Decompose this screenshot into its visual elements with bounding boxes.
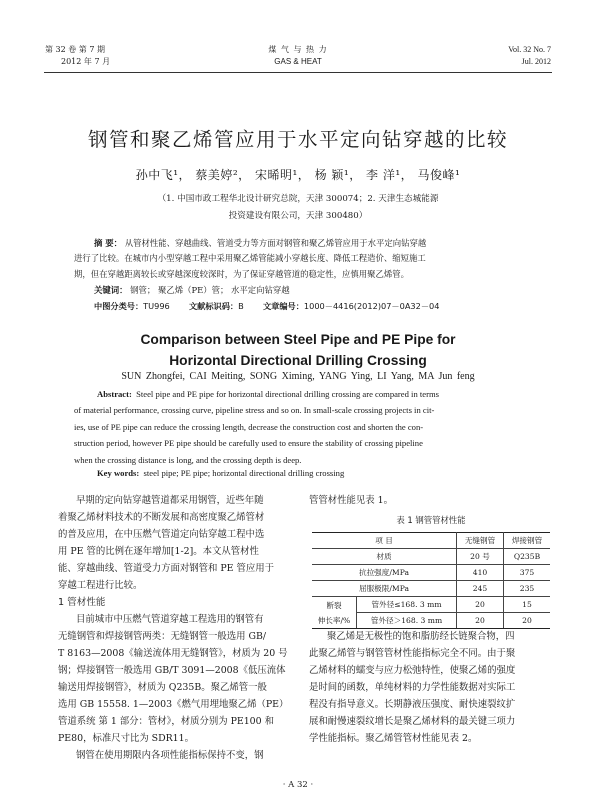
right-line-2: 此聚乙烯管与钢管管材性能指标完全不同。由于聚 — [309, 648, 516, 659]
right-column-text — [309, 628, 545, 747]
english-keywords — [97, 468, 344, 478]
intro-line-3: 的普及应用，在中压燃气管道定向钻穿越工程中选 — [58, 529, 265, 540]
intro-line-6: 穿越工程进行比较。 — [58, 580, 143, 591]
elongation-label-line-2: 伸长率/% — [317, 615, 351, 625]
intro-line-1: 早期的定向钻穿越管道都采用钢管，近些年随 — [76, 495, 264, 506]
journal-name: 煤 气 与 热 力 — [268, 45, 328, 54]
table-cell: 235 — [504, 581, 551, 597]
section1-line-4: 钢；焊接钢管一般选用 GB/T 3091—2008《低压流体 — [58, 665, 286, 676]
english-abstract — [74, 386, 530, 468]
table-cell: 15 — [504, 597, 551, 613]
header-date: 2012 年 7 月 — [61, 57, 111, 66]
abstract-cn-text-1: 从管材性能、穿越曲线、管道受力等方面对钢管和聚乙烯管应用于水平定向钻穿越 — [124, 238, 427, 248]
abstract-cn-label: 摘 要： — [94, 238, 123, 248]
abstract-en-label: Abstract: — [97, 389, 132, 399]
section-1-heading: 1 管材性能 — [58, 597, 106, 608]
table-header-row — [312, 533, 550, 549]
doc-value: B — [238, 301, 244, 311]
abstract-en-line-1 — [74, 386, 530, 402]
clc-label: 中图分类号： — [94, 301, 144, 311]
table-cell: 抗拉强度/MPa — [312, 565, 457, 581]
affiliation-line-2: 投资建设有限公司，天津 300480） — [228, 211, 368, 221]
section1-line-2: 无缝钢管和焊接钢管两类：无缝钢管一般选用 GB/ — [58, 631, 267, 642]
header-vol-en: Vol. 32 No. 7 — [508, 45, 551, 54]
right-intro-line: 管管材性能见表 1。 — [309, 495, 393, 506]
table-cell: 20 号 — [457, 549, 504, 565]
table-cell: 20 — [457, 613, 504, 629]
section1-line-3: T 8163—2008《输送流体用无缝钢管》，材质为 20 号 — [58, 648, 288, 659]
classification-line — [94, 299, 439, 315]
abstract-cn-line-1 — [94, 236, 426, 252]
keywords-cn-label: 关键词： — [94, 285, 128, 295]
table-1 — [312, 532, 550, 629]
table-header-item: 项 目 — [312, 533, 457, 549]
table-cell: 20 — [457, 597, 504, 613]
right-line-5: 程没有指导意义。长期静液压强度、耐快速裂纹扩 — [309, 699, 516, 710]
article-value: 1000－4416(2012)07－0A32－04 — [303, 301, 440, 311]
right-line-4: 是时间的函数，单纯材料的力学性能数据对实际工 — [309, 682, 516, 693]
header-volume: 第 32 卷 第 7 期 — [45, 45, 105, 54]
clc-value: TU996 — [143, 301, 170, 311]
right-line-1: 聚乙烯是无极性的饱和脂肪经长链聚合物，四 — [327, 631, 515, 642]
keywords-cn-text: 钢管； 聚乙烯（PE）管； 水平定向钻穿越 — [130, 285, 290, 295]
right-line-6: 展和耐慢速裂纹增长是聚乙烯材料的最关键三项力 — [309, 716, 516, 727]
section1-line-9: 钢管在使用期限内各项性能指标保持不变，钢 — [76, 750, 264, 761]
intro-line-5: 能、穿越曲线、管道受力方面对钢管和 PE 管应用于 — [58, 563, 274, 574]
doc-label: 文献标识码： — [188, 301, 239, 311]
journal-name-en: GAS & HEAT — [274, 57, 322, 66]
intro-line-4: 用 PE 管的比例在逐年增加[1-2]。本文从管材性 — [58, 546, 259, 557]
right-line-3: 乙烯材料的蠕变与应力松弛特性，使聚乙烯的强度 — [309, 665, 516, 676]
abstract-en-line-3: ies, use of PE pipe can reduce the crossing length, decrease the construction cost and shorten the con- — [74, 421, 424, 432]
section1-line-5: 输送用焊接钢管》，材质为 Q235B。聚乙烯管一般 — [58, 682, 267, 693]
english-title — [0, 329, 596, 371]
abstract-en-text-1: Steel pipe and PE pipe for horizontal directional drilling crossing are compared in terms — [136, 389, 439, 399]
abstract-cn-line-2: 进行了比较。在城市内小型穿越工程中采用聚乙烯管能减小穿越长度、降低工程造价、缩短施工 — [74, 253, 426, 263]
table-header-welded: 焊接钢管 — [504, 533, 551, 549]
affiliation-line-1: （1. 中国市政工程华北设计研究总院，天津 300074；2. 天津生态城能源 — [157, 194, 439, 204]
abstract-en-line-5: when the crossing distance is long, and the crossing depth is deep. — [74, 454, 302, 465]
table-1-caption: 表 1 钢管管材性能 — [396, 515, 466, 525]
keywords-en-label: Key words: — [97, 468, 140, 478]
page-number: · A 32 · — [282, 780, 314, 790]
elongation-label — [312, 597, 357, 629]
table-header-seamless: 无缝钢管 — [457, 533, 504, 549]
table-row — [312, 581, 550, 597]
table-cell: 管外径＞168. 3 mm — [357, 613, 457, 629]
section1-line-8: PE80，标准尺寸比为 SDR11。 — [58, 733, 194, 744]
table-row — [312, 549, 550, 565]
table-cell: 410 — [457, 565, 504, 581]
header-rule — [44, 72, 552, 73]
right-line-7: 学性能指标。聚乙烯管管材性能见表 2。 — [309, 733, 478, 744]
elongation-label-line-1: 断裂 — [326, 600, 342, 610]
table-cell: 375 — [504, 565, 551, 581]
section1-line-6: 选用 GB 15558. 1—2003《燃气用埋地聚乙烯（PE） — [58, 699, 289, 710]
left-column — [58, 492, 288, 764]
english-authors: SUN Zhongfei, CAI Meiting, SONG Ximing, YANG Ying, LI Yang, MA Jun feng — [121, 371, 475, 382]
paper-title: 钢管和聚乙烯管应用于水平定向钻穿越的比较 — [87, 128, 508, 151]
abstract-en-line-4: struction period, however PE pipe should be carefully used to ensure the stability of crossing pipeline — [74, 438, 423, 449]
table-cell: 屈服极限/MPa — [312, 581, 457, 597]
table-cell: 管外径≤168. 3 mm — [357, 597, 457, 613]
table-row — [312, 565, 550, 581]
article-label: 文章编号： — [262, 301, 304, 311]
keywords-en-text: steel pipe; PE pipe; horizontal directional drilling crossing — [143, 468, 345, 478]
table-cell: Q235B — [504, 549, 551, 565]
english-title-line-1: Comparison between Steel Pipe and PE Pipe for — [140, 332, 456, 347]
header-date-en: Jul. 2012 — [521, 57, 551, 66]
section1-line-1: 目前城市中压燃气管道穿越工程选用的钢管有 — [76, 614, 264, 625]
table-cell: 20 — [504, 613, 551, 629]
abstract-en-line-2: of material performance, crossing curve, pipeline stress and so on. In small-scale crossing projects in cit- — [74, 405, 435, 416]
table-cell: 材质 — [312, 549, 457, 565]
abstract-cn-line-3: 期，但在穿越距离较长或穿越深度较深时，为了保证穿越管道的稳定性，应慎用聚乙烯管。 — [74, 269, 409, 279]
author-list: 孙中飞¹， 蔡美婷²， 宋晞明¹， 杨 颖¹， 李 洋¹， 马俊峰¹ — [135, 168, 461, 182]
keywords-cn — [94, 283, 290, 299]
section1-line-7: 管道系统 第 1 部分：管材》，材质分别为 PE100 和 — [58, 716, 274, 727]
intro-line-2: 着聚乙烯材料技术的不断发展和高密度聚乙烯管材 — [58, 512, 265, 523]
table-cell: 245 — [457, 581, 504, 597]
table-row — [312, 597, 550, 613]
english-title-line-2: Horizontal Directional Drilling Crossing — [169, 353, 427, 368]
